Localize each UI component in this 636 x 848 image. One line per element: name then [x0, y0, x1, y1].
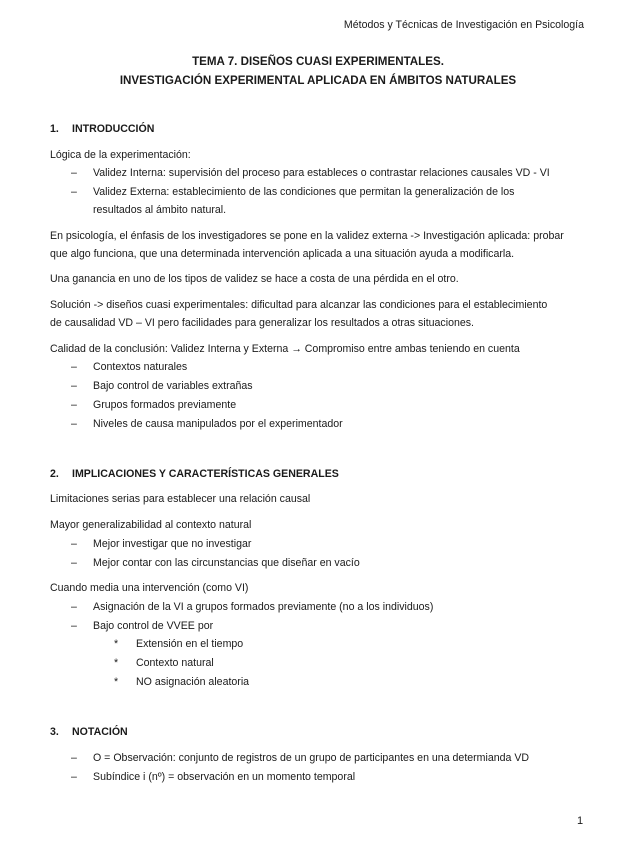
list-item-continuation: resultados al ámbito natural. — [93, 204, 227, 216]
section-number: 2. — [50, 468, 59, 480]
section-2-heading — [50, 468, 339, 481]
list-item: Bajo control de variables extrañas — [93, 380, 253, 392]
bullet-dash: – — [71, 418, 77, 430]
bullet-dash: – — [71, 557, 77, 569]
list-item: O = Observación: conjunto de registros de un grupo de participantes en una determianda VD — [93, 752, 530, 764]
running-header: Métodos y Técnicas de Investigación en Psicología — [343, 19, 584, 31]
list-item: Niveles de causa manipulados por el experimentador — [93, 418, 343, 430]
paragraph: Limitaciones serias para establecer una relación causal — [50, 493, 311, 505]
bullet-dash: – — [71, 620, 77, 632]
section-title: NOTACIÓN — [72, 726, 128, 738]
paragraph-line: que algo funciona, que una determinada intervención aplicada a una situación ayuda a modificarla. — [50, 248, 515, 260]
section-1-heading — [50, 123, 154, 136]
bullet-dash: – — [71, 601, 77, 613]
bullet-dash: – — [71, 380, 77, 392]
bullet-dash: – — [71, 361, 77, 373]
list-item: Mejor investigar que no investigar — [93, 538, 252, 550]
list-item: Mejor contar con las circunstancias que diseñar en vacío — [93, 557, 360, 569]
bullet-dash: – — [71, 399, 77, 411]
section-3-heading — [50, 726, 128, 739]
sub-list-item: Contexto natural — [136, 657, 214, 669]
title-line-1: TEMA 7. DISEÑOS CUASI EXPERIMENTALES. — [192, 55, 444, 68]
page-number: 1 — [577, 815, 584, 827]
sub-list-item: NO asignación aleatoria — [136, 676, 250, 688]
section-title: INTRODUCCIÓN — [72, 123, 155, 135]
paragraph-line: Solución -> diseños cuasi experimentales: dificultad para alcanzar las condiciones para el establecimiento — [50, 299, 548, 311]
list-item: Asignación de la VI a grupos formados previamente (no a los individuos) — [93, 601, 434, 613]
generalizability-intro: Mayor generalizabilidad al contexto natural — [50, 519, 252, 531]
bullet-dash: – — [71, 752, 77, 764]
bullet-dash: – — [71, 771, 77, 783]
paragraph: Una ganancia en uno de los tipos de validez se hace a costa de una pérdida en el otro. — [50, 273, 459, 285]
section-number: 3. — [50, 726, 59, 738]
bullet-star: * — [114, 657, 119, 669]
logic-intro: Lógica de la experimentación: — [50, 149, 191, 161]
bullet-dash: – — [71, 538, 77, 550]
bullet-dash: – — [71, 186, 77, 198]
list-item: Subíndice i (nº) = observación en un momento temporal — [93, 771, 356, 783]
intervention-intro: Cuando media una intervención (como VI) — [50, 582, 249, 594]
list-item: Validez Externa: establecimiento de las condiciones que permitan la generalización de los — [93, 186, 515, 198]
bullet-star: * — [114, 676, 119, 688]
section-number: 1. — [50, 123, 59, 135]
quality-intro: Calidad de la conclusión: Validez Interna y Externa → Compromiso entre ambas teniendo en cuenta — [50, 343, 520, 355]
title-line-2: INVESTIGACIÓN EXPERIMENTAL APLICADA EN ÁMBITOS NATURALES — [119, 74, 517, 87]
list-item: Contextos naturales — [93, 361, 188, 373]
section-title: IMPLICACIONES Y CARACTERÍSTICAS GENERALES — [72, 468, 339, 480]
bullet-star: * — [114, 638, 119, 650]
bullet-dash: – — [71, 167, 77, 179]
sub-list-item: Extensión en el tiempo — [136, 638, 244, 650]
page-title — [0, 52, 636, 90]
list-item: Bajo control de VVEE por — [93, 620, 214, 632]
list-item: Validez Interna: supervisión del proceso para estableces o contrastar relaciones causales VD - VI — [93, 167, 550, 179]
paragraph-line: de causalidad VD – VI pero facilidades para generalizar los resultados a otras situaciones. — [50, 317, 474, 329]
list-item: Grupos formados previamente — [93, 399, 237, 411]
paragraph-line: En psicología, el énfasis de los investigadores se pone en la validez externa -> Investigación aplicada: probar — [50, 230, 564, 242]
